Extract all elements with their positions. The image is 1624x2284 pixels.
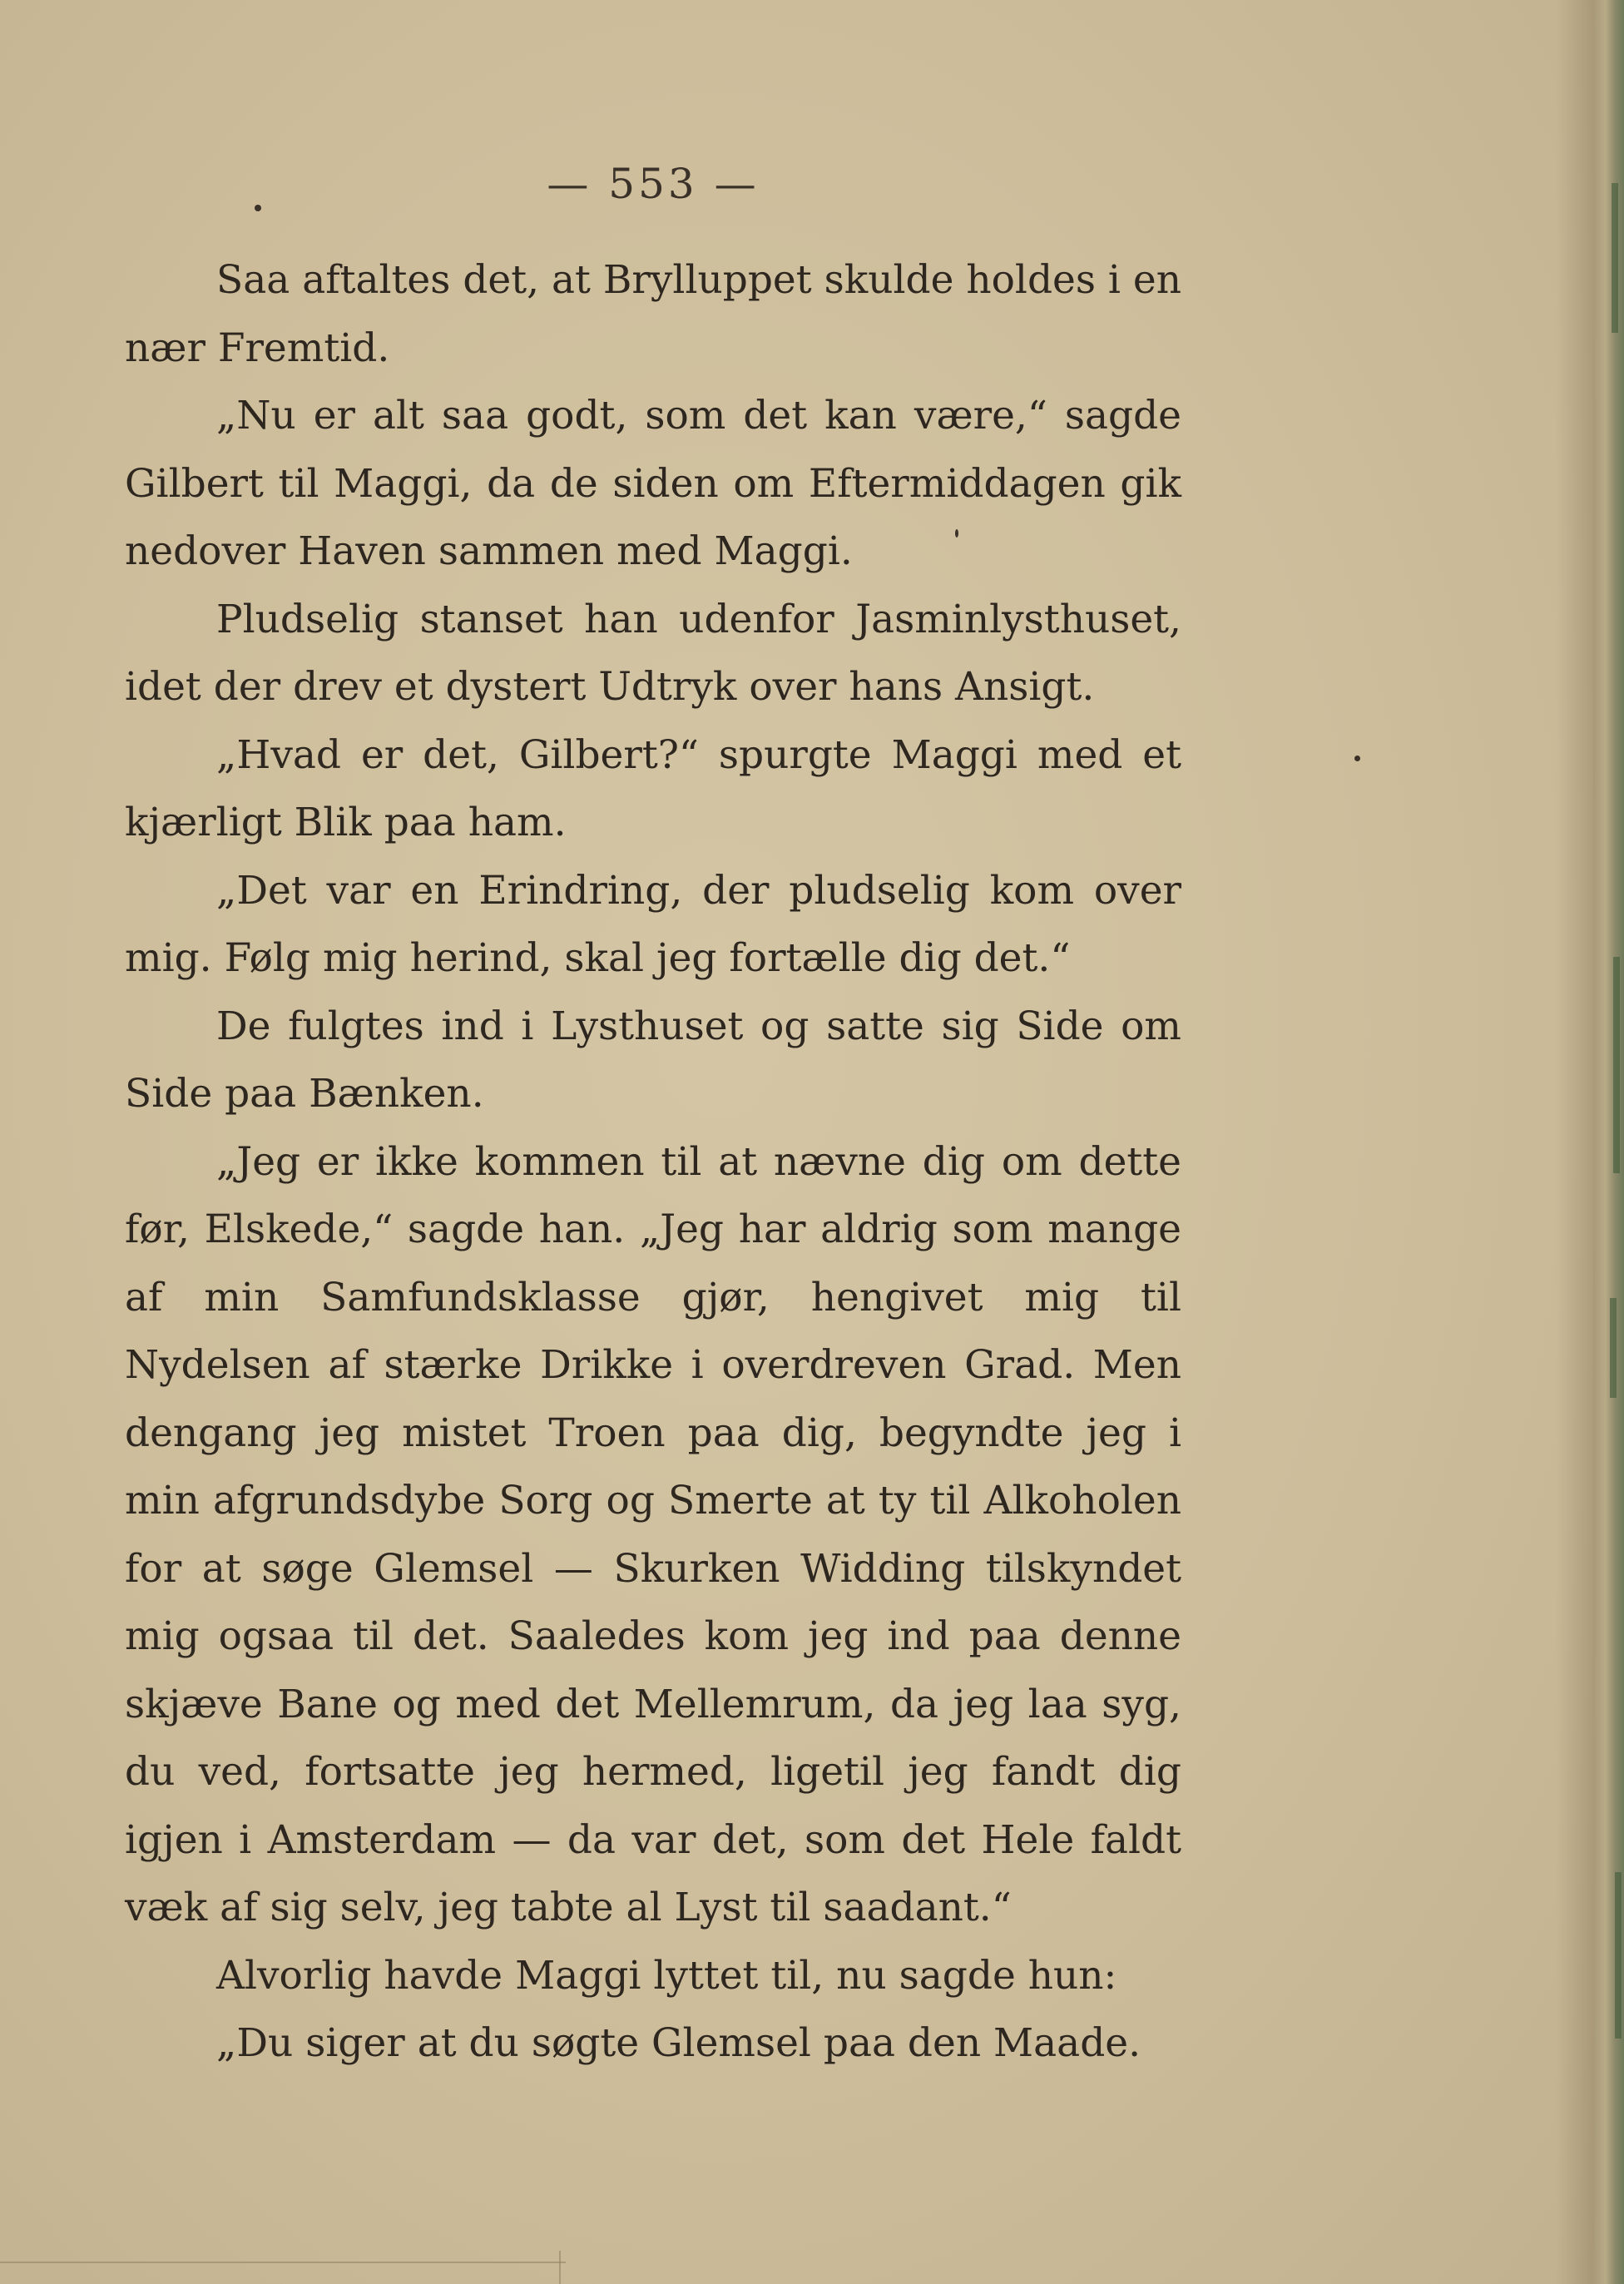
edge-stain [1615,1872,1622,2039]
edge-stain [1613,957,1620,1173]
paper-speck [255,205,261,211]
page-number: — 553 — [547,160,760,208]
paragraph: „Jeg er ikke kommen til at nævne dig om dette før, Elskede,“ sagde han. „Jeg har aldrig som mange af min Samfundsklasse gjør, hengivet mig til Nydelsen af stærke Drikke i overdreven Grad. Men dengang jeg mistet Troen paa dig, begyndte jeg i min afgrundsdybe Sorg og Smerte at ty til Alkoholen for at søge Glemsel — Skurken Widding tilskyndet mig ogsaa til det. Saaledes kom jeg ind paa denne skjæve Bane og med det Mellemrum, da jeg laa syg, du ved, fortsatte jeg hermed, ligetil jeg fandt dig igjen i Amsterdam — da var det, som det Hele faldt væk af sig selv, jeg tabte al Lyst til saadant.“ [125,1138,1181,1930]
paper-speck [1354,756,1360,761]
paragraph: „Nu er alt saa godt, som det kan være,“ sagde Gilbert til Maggi, da de siden om Eftermiddagen gik nedover Haven sammen med Maggi. [125,393,1181,574]
page-fold-shadow [1556,0,1593,2284]
page-bottom-rule [0,2262,566,2263]
page-bottom-tick [559,2251,561,2284]
paragraph: „Det var en Erindring, der pludselig kom over mig. Følg mig herind, skal jeg fortælle dig det.“ [125,867,1181,981]
body-text [125,246,1181,2078]
paragraph: „Hvad er det, Gilbert?“ spurgte Maggi med et kjærligt Blik paa ham. [125,731,1181,845]
paragraph: „Du siger at du søgte Glemsel paa den Maade. [216,2020,1141,2066]
paragraph: Saa aftaltes det, at Brylluppet skulde holdes i en nær Fremtid. [125,257,1181,371]
paper-speck [955,529,958,538]
adjacent-page-edge [1593,0,1624,2284]
paragraph: Pludselig stanset han udenfor Jasminlysthuset, idet der drev et dystert Udtryk over hans Ansigt. [125,596,1181,710]
paragraph: Alvorlig havde Maggi lyttet til, nu sagde hun: [216,1952,1117,1999]
paragraph: De fulgtes ind i Lysthuset og satte sig Side om Side paa Bænken. [125,1003,1181,1117]
edge-stain [1612,183,1618,333]
edge-stain [1610,1298,1617,1398]
